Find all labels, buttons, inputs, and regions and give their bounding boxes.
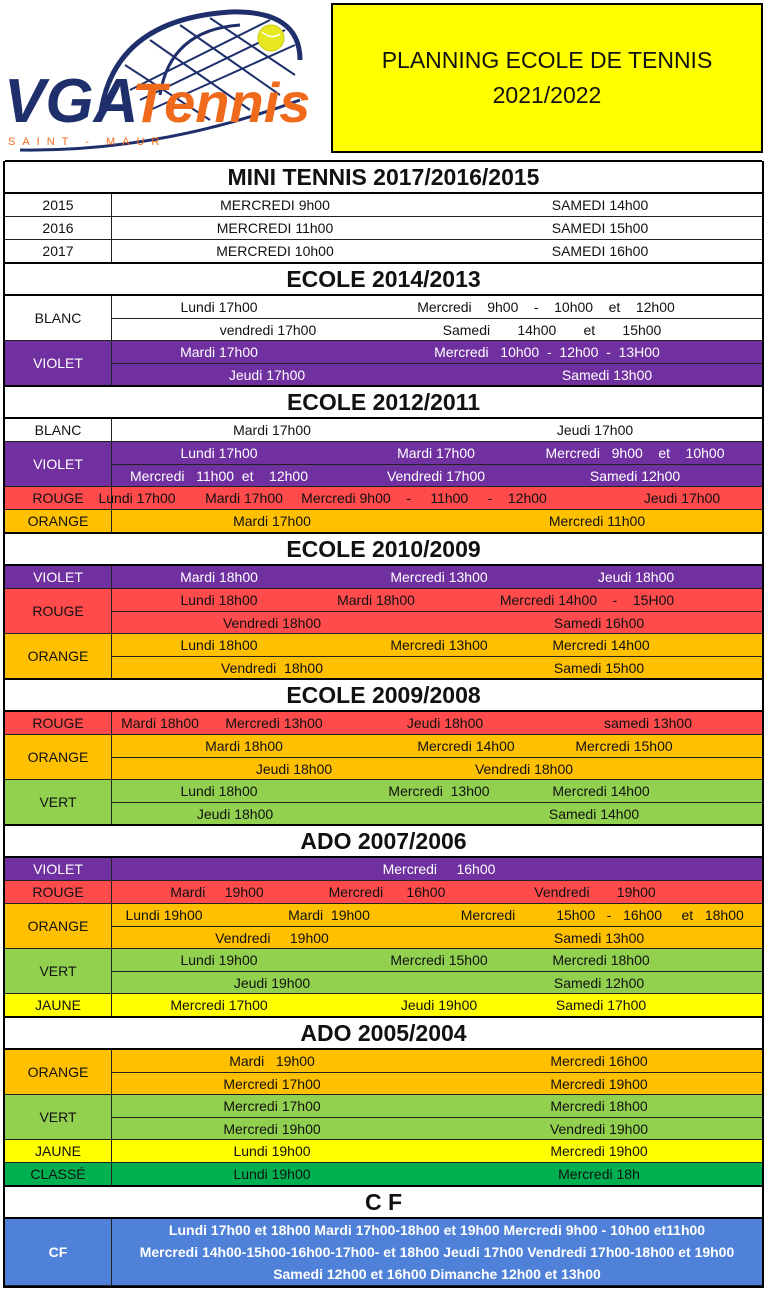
- schedule-group: [5, 589, 762, 634]
- schedule-cell: Samedi 12h00 et 16h00 Dimanche 12h00 et 13h00: [273, 1266, 601, 1282]
- schedule-cell: samedi 13h00: [604, 715, 692, 731]
- schedule-cell: Jeudi 19h00: [400, 997, 478, 1013]
- section-title: C F: [5, 1185, 762, 1219]
- group-label: ROUGE: [5, 487, 112, 509]
- schedule-row: [112, 712, 762, 734]
- schedule-cell: Mercredi 9h00 et 10h00: [545, 445, 725, 461]
- schedule-cell: Mercredi 14h00: [552, 637, 650, 653]
- schedule-group: [5, 881, 762, 904]
- schedule-cell: Lundi 19h00: [125, 907, 203, 923]
- schedule-cell: Mercredi 18h00: [550, 1098, 648, 1114]
- group-label: VIOLET: [5, 858, 112, 880]
- schedule-cell: Mercredi 17h00: [223, 1098, 321, 1114]
- schedule-group: [5, 1219, 762, 1286]
- schedule-cell: Lundi 19h00: [233, 1166, 311, 1182]
- schedule-cell: Vendredi 18h00: [221, 659, 323, 676]
- group-label: 2017: [5, 240, 112, 262]
- group-label: JAUNE: [5, 1140, 112, 1162]
- schedule-cell: Samedi 14h00: [548, 805, 640, 822]
- schedule-cell: Samedi 12h00: [589, 467, 681, 484]
- schedule-cell: Vendredi 19h00: [215, 929, 329, 946]
- schedule-row: [112, 217, 762, 239]
- schedule-cell: Mercredi 11h00: [548, 513, 646, 529]
- schedule-cell: Lundi 17h00: [180, 299, 258, 315]
- schedule-cell: Mercredi 15h00: [575, 738, 673, 754]
- schedule-cell: Vendredi 19h00: [549, 1120, 649, 1137]
- schedule-cell: Jeudi 17h00: [556, 422, 634, 438]
- schedule-row: [112, 1263, 762, 1285]
- schedule-cell: Mercredi 15h00: [390, 952, 488, 968]
- group-label: ORANGE: [5, 1050, 112, 1094]
- schedule-cell: Mercredi 16h00: [382, 861, 496, 877]
- logo-graphic: [0, 0, 328, 160]
- schedule-cell: Mardi 17h00: [180, 344, 258, 360]
- schedule-row: [112, 1095, 762, 1117]
- schedule-cell: Samedi 17h00: [555, 997, 647, 1013]
- title-box: [331, 3, 763, 153]
- schedule-cell: Vendredi 19h00: [534, 884, 656, 900]
- schedule-cell: Mardi 19h00: [170, 884, 264, 900]
- vga-tennis-logo: [0, 0, 328, 160]
- schedule-row: [112, 949, 762, 971]
- section-title: ADO 2007/2006: [5, 824, 762, 858]
- group-label: VIOLET: [5, 566, 112, 588]
- schedule-group: [5, 949, 762, 994]
- schedule-cell: Mercredi 10h00 - 12h00 - 13H00: [434, 344, 660, 360]
- schedule-group: [5, 1163, 762, 1186]
- schedule-cell: Mercredi 17h00: [223, 1075, 321, 1092]
- schedule-row: [112, 194, 762, 216]
- schedule-row: [112, 735, 762, 757]
- schedule-cell: Mercredi 17h00: [170, 997, 268, 1013]
- group-label: ORANGE: [5, 510, 112, 532]
- schedule-cell: Samedi 16h00: [553, 614, 645, 631]
- schedule-cell: Mercredi 19h00: [223, 1120, 321, 1137]
- group-label: VERT: [5, 949, 112, 993]
- schedule-group: [5, 1140, 762, 1163]
- group-label: CLASSÉ: [5, 1163, 112, 1185]
- schedule-cell: Lundi 18h00: [180, 637, 258, 653]
- schedule-cell: Samedi 15h00: [553, 659, 645, 676]
- group-label: ORANGE: [5, 735, 112, 779]
- schedule-group: [5, 780, 762, 825]
- schedule-row: [112, 1241, 762, 1263]
- group-label: JAUNE: [5, 994, 112, 1016]
- title-line-2: 2021/2022: [492, 82, 602, 108]
- schedule-row: [112, 1072, 762, 1094]
- schedule-cell: Mercredi 16h00: [328, 884, 446, 900]
- schedule-group: [5, 217, 762, 240]
- schedule-cell: Mercredi 13h00: [225, 715, 323, 731]
- schedule-cell: Lundi 19h00: [180, 952, 258, 968]
- schedule-row: [112, 240, 762, 262]
- schedule-cell: SAMEDI 14h00: [551, 197, 649, 213]
- schedule-row: [98, 487, 762, 509]
- schedule-row: [112, 971, 762, 993]
- schedule-cell: Mercredi 18h00: [552, 952, 650, 968]
- schedule-cell: Mercredi 11h00 et 12h00: [130, 467, 308, 484]
- schedule-cell: Mercredi 14h00 - 15H00: [499, 592, 675, 608]
- schedule-group: [5, 240, 762, 263]
- schedule-cell: Mardi 18h00: [180, 569, 258, 585]
- schedule-group: [5, 994, 762, 1017]
- schedule-cell: Mardi 17h00: [233, 513, 311, 529]
- group-label: ORANGE: [5, 634, 112, 678]
- schedule-row: [112, 780, 762, 802]
- schedule-cell: Jeudi 19h00: [233, 974, 311, 991]
- schedule-cell: Samedi 13h00: [561, 366, 653, 383]
- group-label: VERT: [5, 780, 112, 824]
- schedule-cell: Mardi 19h00: [229, 1053, 315, 1069]
- schedule-cell: MERCREDI 9h00: [220, 197, 330, 213]
- schedule-group: [5, 1050, 762, 1095]
- schedule-cell: Jeudi 17h00: [228, 366, 306, 383]
- schedule-cell: 15h00 - 16h00 et 18h00: [556, 907, 744, 923]
- schedule-cell: Mercredi: [460, 907, 516, 923]
- schedule-grid: [3, 161, 764, 1288]
- schedule-group: [5, 194, 762, 217]
- schedule-row: [112, 757, 762, 779]
- schedule-row: [112, 442, 762, 464]
- schedule-cell: Mardi 17h00: [205, 490, 283, 506]
- logo-vga-text: VGA: [4, 67, 139, 136]
- section-title: ECOLE 2009/2008: [5, 678, 762, 712]
- schedule-cell: Vendredi 17h00: [386, 467, 486, 484]
- schedule-cell: Jeudi 18h00: [196, 805, 274, 822]
- schedule-row: [112, 341, 762, 363]
- schedule-cell: Mardi 17h00: [397, 445, 475, 461]
- section-title: ADO 2005/2004: [5, 1016, 762, 1050]
- schedule-row: [112, 926, 762, 948]
- section-title: ECOLE 2012/2011: [5, 385, 762, 419]
- schedule-cell: Mardi 18h00: [121, 715, 199, 731]
- schedule-group: [5, 296, 762, 341]
- schedule-cell: Jeudi 18h00: [406, 715, 484, 731]
- schedule-cell: Vendredi 18h00: [222, 614, 322, 631]
- schedule-group: [5, 712, 762, 735]
- group-label: ROUGE: [5, 881, 112, 903]
- schedule-cell: Mardi 19h00: [288, 907, 370, 923]
- section-title: MINI TENNIS 2017/2016/2015: [5, 160, 762, 194]
- group-label: BLANC: [5, 296, 112, 340]
- schedule-row: [112, 1163, 762, 1185]
- schedule-cell: Lundi 18h00: [180, 783, 258, 799]
- schedule-cell: SAMEDI 16h00: [551, 243, 649, 259]
- schedule-cell: Mercredi 13h00: [390, 569, 488, 585]
- schedule-row: [112, 566, 762, 588]
- logo-tennis-text: Tennis: [132, 71, 311, 134]
- schedule-group: [5, 442, 762, 487]
- schedule-cell: Mercredi 16h00: [550, 1053, 648, 1069]
- schedule-group: [5, 858, 762, 881]
- schedule-cell: Mercredi 14h00: [552, 783, 650, 799]
- schedule-cell: Mercredi 13h00: [388, 783, 490, 799]
- schedule-cell: Mercredi 19h00: [550, 1143, 648, 1159]
- schedule-cell: SAMEDI 15h00: [551, 220, 649, 236]
- schedule-group: [5, 566, 762, 589]
- schedule-row: [112, 1117, 762, 1139]
- logo-subtitle: SAINT - MAUR: [8, 136, 167, 148]
- schedule-row: [112, 1050, 762, 1072]
- schedule-row: [112, 656, 762, 678]
- schedule-cell: Samedi 13h00: [553, 929, 645, 946]
- schedule-cell: Samedi 12h00: [553, 974, 645, 991]
- header: [0, 0, 768, 162]
- schedule-row: [112, 363, 762, 385]
- schedule-cell: Mercredi 19h00: [550, 1075, 648, 1092]
- schedule-cell: Lundi 19h00: [233, 1143, 311, 1159]
- schedule-cell: Mercredi 9h00 - 11h00 - 12h00: [301, 490, 547, 506]
- group-label: VERT: [5, 1095, 112, 1139]
- section-title: ECOLE 2014/2013: [5, 262, 762, 296]
- schedule-cell: Lundi 17h00: [180, 445, 258, 461]
- schedule-row: [112, 881, 762, 903]
- schedule-group: [5, 487, 762, 510]
- schedule-cell: Mercredi 13h00: [390, 637, 488, 653]
- schedule-group: [5, 1095, 762, 1140]
- schedule-group: [5, 510, 762, 533]
- group-label: ROUGE: [5, 589, 112, 633]
- schedule-row: [112, 904, 762, 926]
- schedule-row: [112, 318, 762, 340]
- schedule-row: [112, 1219, 762, 1241]
- schedule-cell: Mardi 18h00: [205, 738, 283, 754]
- schedule-cell: Lundi 18h00: [180, 592, 258, 608]
- schedule-group: [5, 419, 762, 442]
- schedule-row: [112, 994, 762, 1016]
- schedule-cell: Jeudi 17h00: [643, 490, 721, 506]
- schedule-group: [5, 634, 762, 679]
- schedule-group: [5, 341, 762, 386]
- title-line-1: PLANNING ECOLE DE TENNIS: [381, 47, 713, 73]
- schedule-row: [112, 802, 762, 824]
- schedule-row: [112, 419, 762, 441]
- schedule-cell: Mardi 17h00: [233, 422, 311, 438]
- group-label: BLANC: [5, 419, 112, 441]
- schedule-row: [112, 296, 762, 318]
- schedule-cell: Mercredi 9h00 - 10h00 et 12h00: [417, 299, 675, 315]
- schedule-row: [112, 510, 762, 532]
- schedule-row: [112, 634, 762, 656]
- schedule-cell: Lundi 17h00 et 18h00 Mardi 17h00-18h00 et 19h00 Mercredi 9h00 - 10h00 et11h00: [168, 1222, 706, 1238]
- schedule-cell: Mercredi 18h: [558, 1166, 640, 1182]
- schedule-cell: Jeudi 18h00: [597, 569, 675, 585]
- schedule-row: [112, 858, 762, 880]
- schedule-row: [112, 1140, 762, 1162]
- schedule-group: [5, 735, 762, 780]
- schedule-row: [112, 589, 762, 611]
- group-label: VIOLET: [5, 442, 112, 486]
- schedule-cell: Vendredi 18h00: [474, 760, 574, 777]
- schedule-group: [5, 904, 762, 949]
- schedule-cell: Lundi 17h00: [98, 490, 176, 506]
- schedule-cell: Jeudi 18h00: [255, 760, 333, 777]
- group-label: 2015: [5, 194, 112, 216]
- group-label: VIOLET: [5, 341, 112, 385]
- schedule-cell: MERCREDI 10h00: [216, 243, 334, 259]
- schedule-cell: Mardi 18h00: [337, 592, 415, 608]
- schedule-cell: Samedi 14h00 et 15h00: [442, 321, 662, 338]
- schedule-cell: Mercredi 14h00: [417, 738, 515, 754]
- schedule-row: [112, 611, 762, 633]
- group-label: ROUGE: [5, 712, 112, 734]
- section-title: ECOLE 2010/2009: [5, 532, 762, 566]
- schedule-row: [112, 464, 762, 486]
- group-label: 2016: [5, 217, 112, 239]
- group-label: ORANGE: [5, 904, 112, 948]
- schedule-cell: Mercredi 14h00-15h00-16h00-17h00- et 18h00 Jeudi 17h00 Vendredi 17h00-18h00 et 19h00: [139, 1244, 735, 1260]
- schedule-cell: vendredi 17h00: [219, 321, 317, 338]
- schedule-cell: MERCREDI 11h00: [216, 220, 334, 236]
- group-label: CF: [5, 1219, 112, 1285]
